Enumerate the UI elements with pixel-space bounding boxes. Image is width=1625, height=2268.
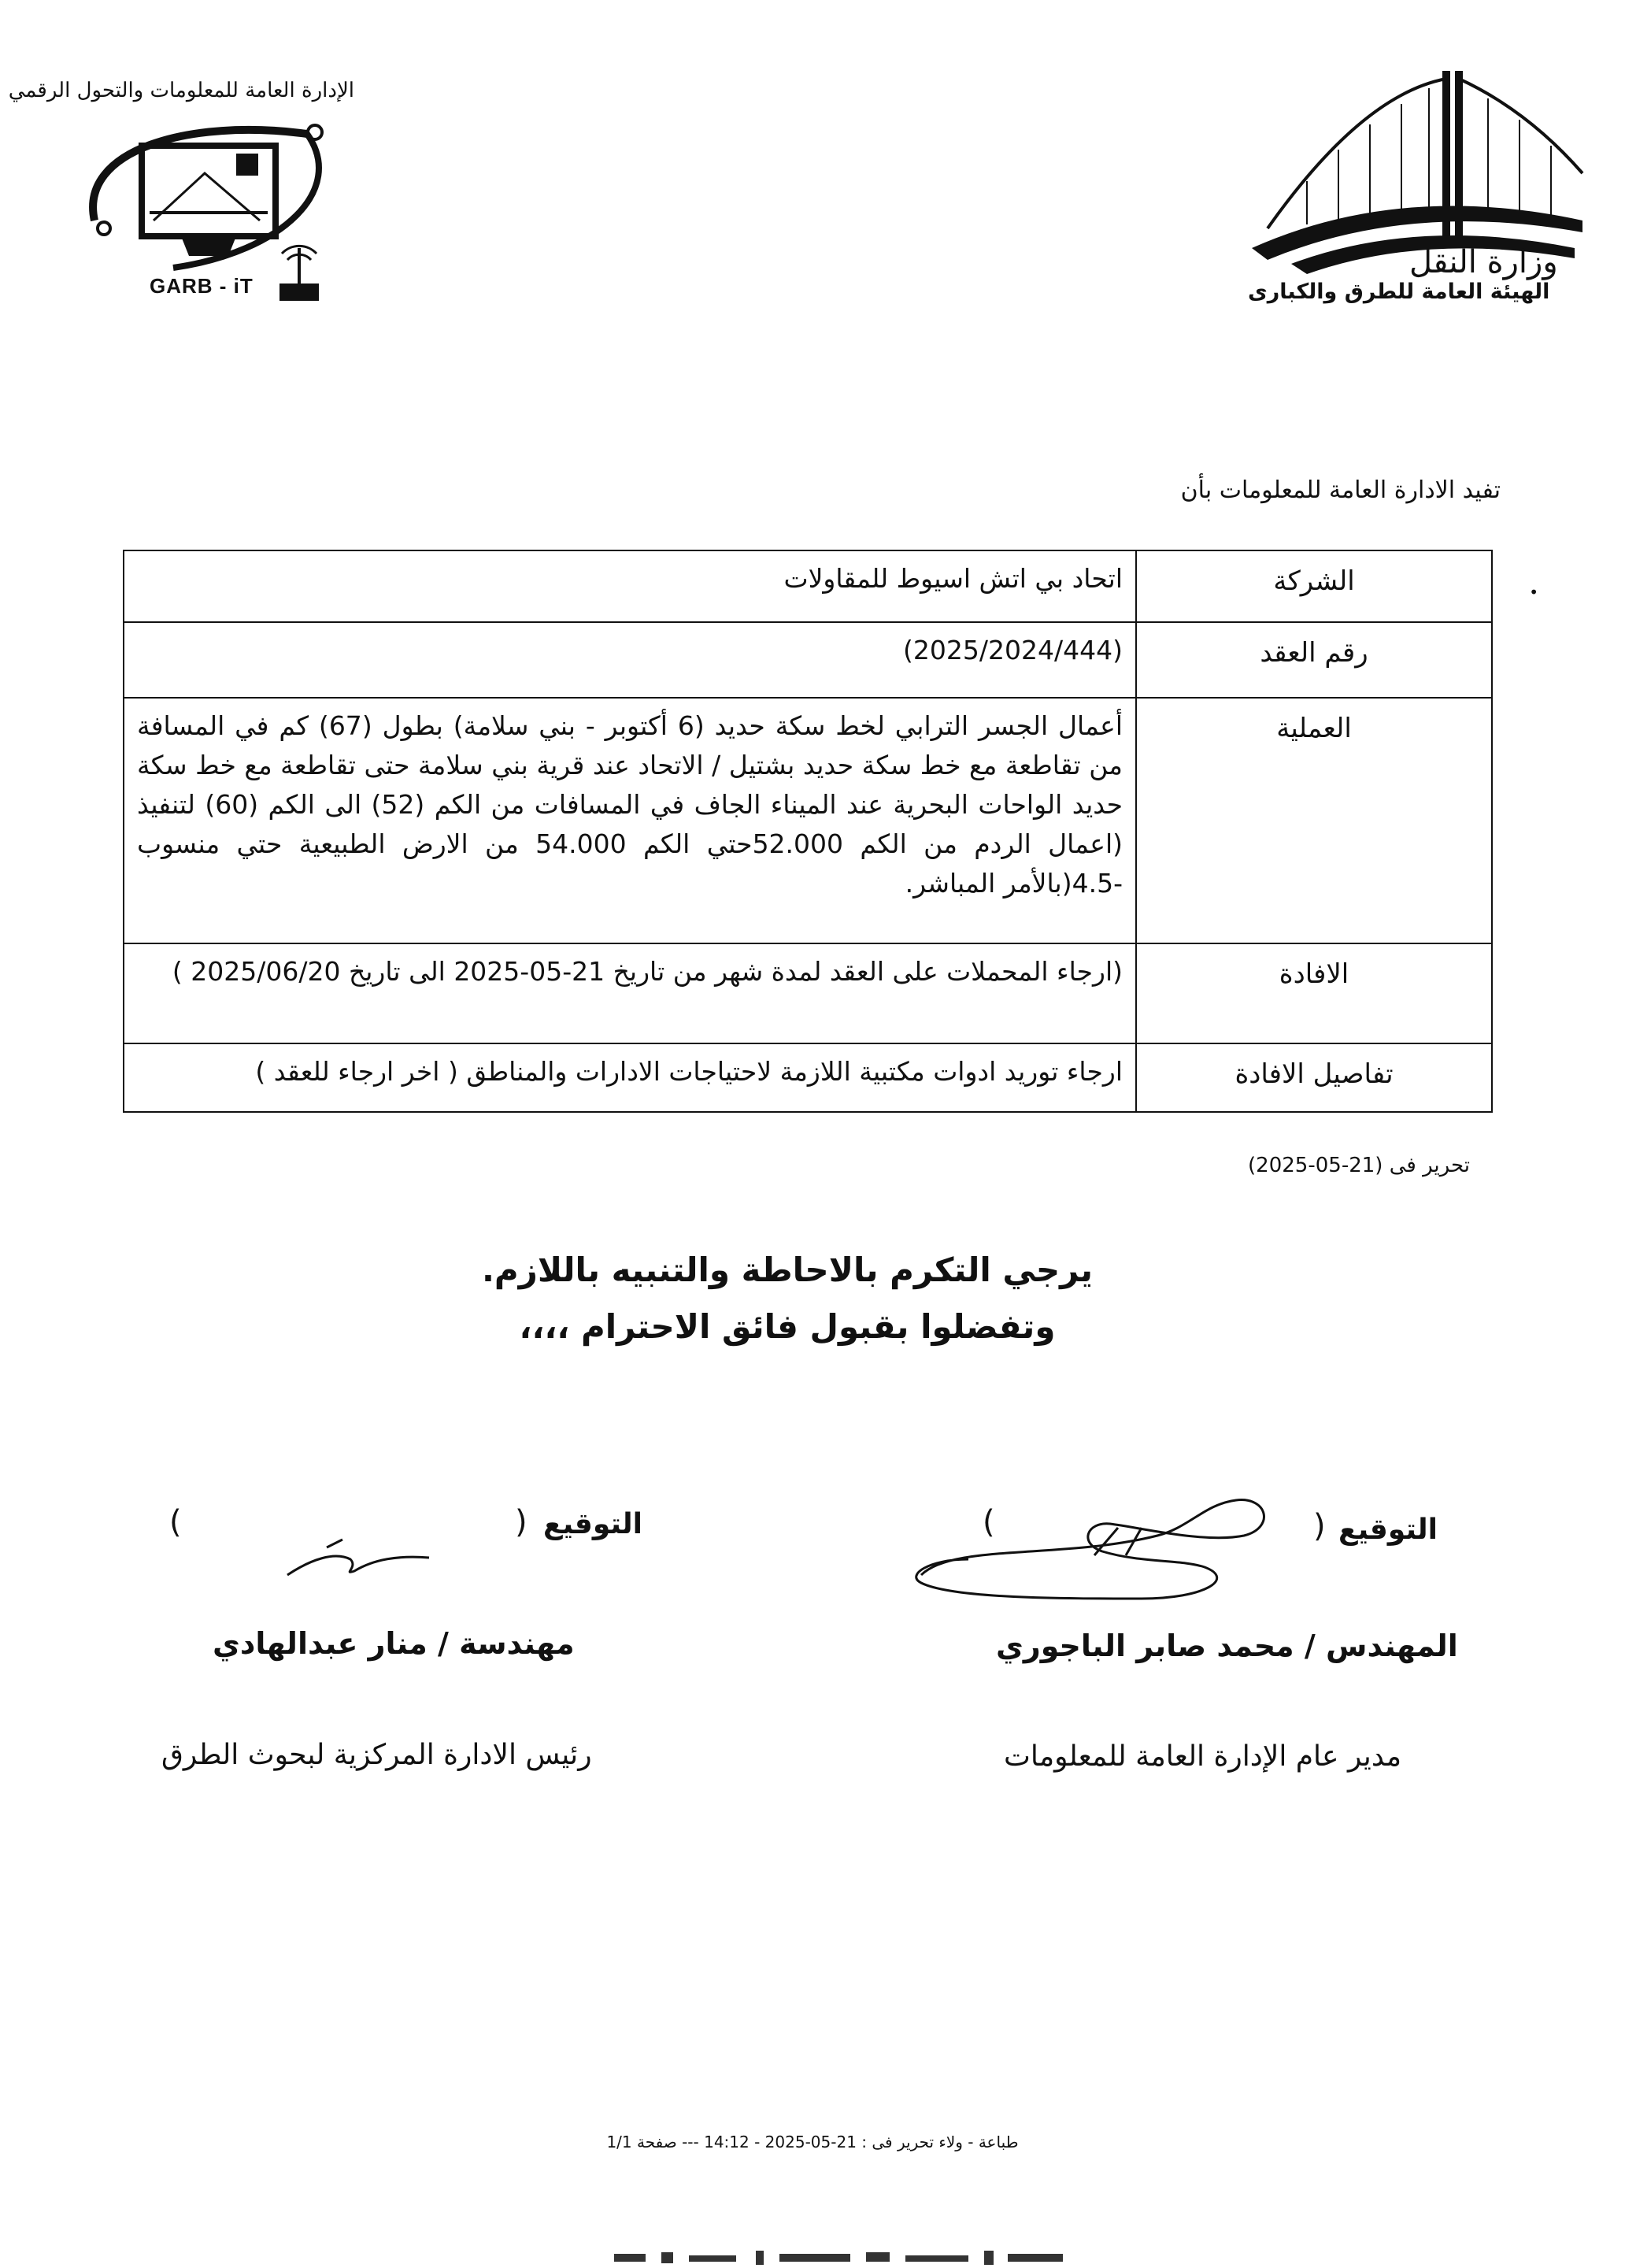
table-row — [124, 1043, 1492, 1112]
signature-label-left: التوقيع — [543, 1508, 642, 1540]
details-value: ارجاء توريد ادوات مكتبية اللازمة لاحتياجات الادارات والمناطق ( اخر ارجاء للعقد ) — [124, 1043, 1136, 1112]
company-label: الشركة — [1136, 550, 1492, 622]
contract-value: (2025/2024/444) — [124, 622, 1136, 697]
signature-close-paren-right: ) — [983, 1504, 995, 1540]
signature-close-paren-left: ) — [169, 1504, 182, 1540]
scan-mark: • — [1529, 583, 1538, 602]
table-row — [124, 698, 1492, 944]
engineer-right-name: المهندس / محمد صابر الباجوري — [996, 1629, 1458, 1663]
print-footer: طباعة - ولاء تحرير فى : 21-05-2025 - 14:12 --- صفحة 1/1 — [606, 2133, 1019, 2151]
engineer-right-title: مدير عام الإدارة العامة للمعلومات — [1004, 1740, 1402, 1773]
router-icon — [279, 246, 319, 301]
handwritten-signature-left — [279, 1528, 445, 1591]
garb-it-name: GARB - iT — [150, 274, 254, 298]
closing-line-2: وتفضلوا بقبول فائق الاحترام ،،،، — [519, 1307, 1056, 1346]
table-row — [124, 550, 1492, 622]
ministry-name: وزارة النقل — [1409, 244, 1558, 280]
engineer-left-title: رئيس الادارة المركزية لبحوث الطرق — [161, 1739, 592, 1771]
engineer-left-name: مهندسة / منار عبدالهادي — [213, 1626, 575, 1661]
signature-label-right: التوقيع — [1338, 1514, 1438, 1546]
benefit-label: الافادة — [1136, 943, 1492, 1043]
operation-label: العملية — [1136, 698, 1492, 944]
table-row — [124, 622, 1492, 697]
authority-name: الهيئة العامة للطرق والكبارى — [1248, 280, 1550, 304]
signature-open-paren-left: ( — [515, 1504, 527, 1540]
company-value: اتحاد بي اتش اسيوط للمقاولات — [124, 550, 1136, 622]
written-date: تحرير فى (21-05-2025) — [1248, 1154, 1471, 1177]
contract-label: رقم العقد — [1136, 622, 1492, 697]
intro-line: تفيد الادارة العامة للمعلومات بأن — [1180, 476, 1501, 504]
garb-caption: الإدارة العامة للمعلومات والتحول الرقمي — [8, 79, 354, 102]
signature-open-paren-right: ( — [1313, 1508, 1326, 1544]
handwritten-signature-right — [905, 1480, 1315, 1622]
benefit-value: (ارجاء المحملات على العقد لمدة شهر من تاريخ 21-05-2025 الى تاريخ 2025/06/20 ) — [124, 943, 1136, 1043]
info-table — [123, 550, 1493, 1113]
closing-line-1: يرجي التكرم بالاحاطة والتنبيه باللازم. — [481, 1251, 1094, 1289]
details-label: تفاصيل الافادة — [1136, 1043, 1492, 1112]
table-row — [124, 943, 1492, 1043]
scan-edge-artifact — [614, 2246, 1086, 2268]
operation-value: أعمال الجسر الترابي لخط سكة حديد (6 أكتوبر - بني سلامة) بطول (67) كم في المسافة من تقاطعة مع خط سكة حديد بشتيل / الاتحاد عند قرية بني سلامة حتى تقاطعة مع خط سكة حديد الواحات البحرية عند الميناء الجاف في المسافات من الكم (52) الى الكم (60) لتنفيذ (اعمال الردم من الكم 52.000حتي الكم 54.000 من الارض الطبيعية حتي منسوب -4.5(بالأمر المباشر. — [124, 698, 1136, 944]
